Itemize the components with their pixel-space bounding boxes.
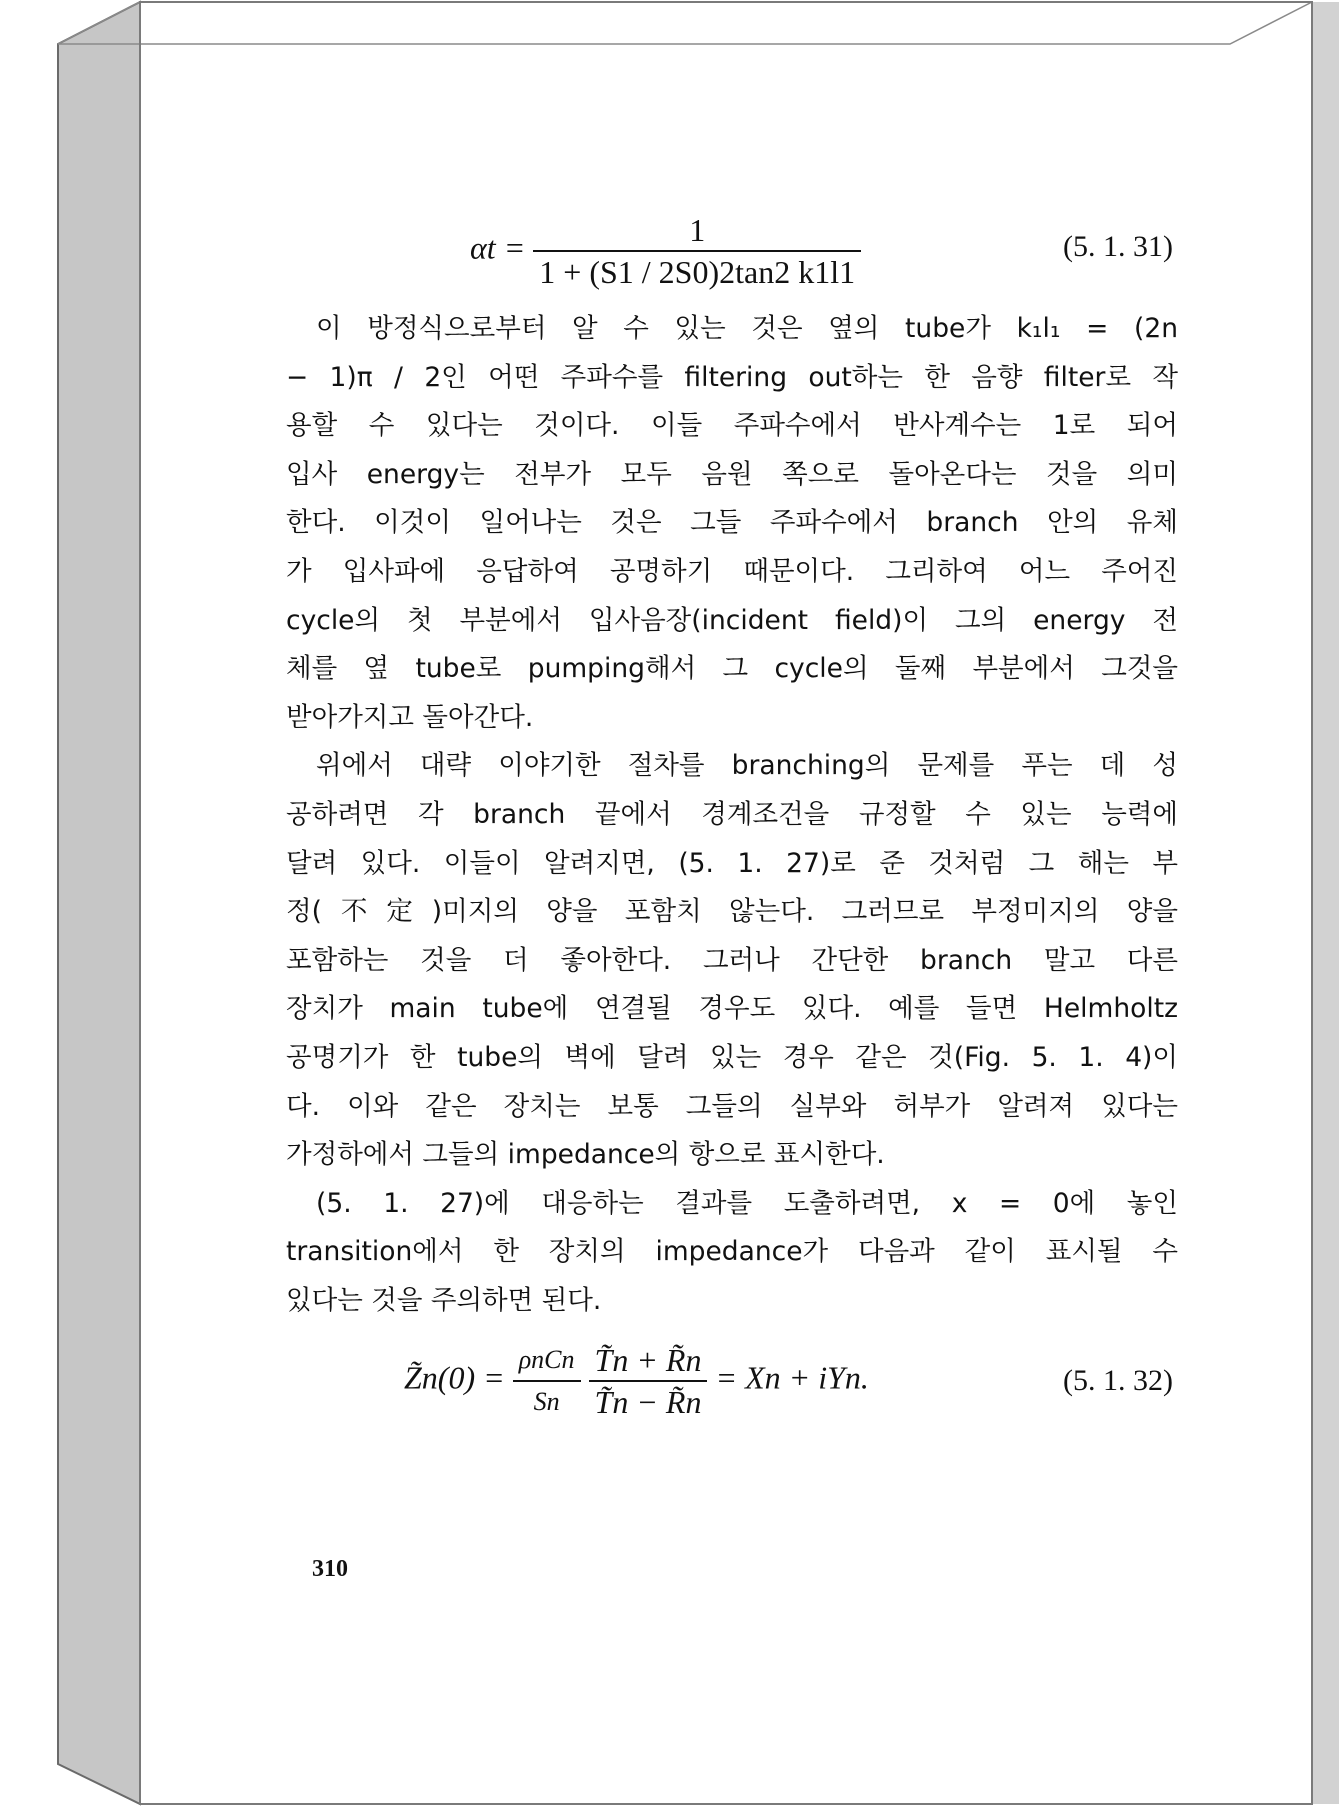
text-line: 정(不定)미지의 양을 포함치 않는다. 그러므로 부정미지의 양을 [286,896,1178,928]
text-line: − 1)π / 2인 어떤 주파수를 filtering out하는 한 음향 filter로 작 [286,361,1178,393]
page-number: 310 [312,1556,348,1582]
text-line: 위에서 대략 이야기한 절차를 branching의 문제를 푸는 데 성 [316,750,1178,782]
equation-number-5-1-32: (5. 1. 32) [1063,1364,1173,1397]
text-line: 가 입사파에 응답하여 공명하기 때문이다. 그리하여 어느 주어진 [286,555,1178,587]
text-line: 체를 옆 tube로 pumping해서 그 cycle의 둘째 부분에서 그것을 [286,653,1178,685]
book-spine-top [58,2,1312,44]
equation-fraction [533,210,861,292]
text-line: 달려 있다. 이들이 알려지면, (5. 1. 27)로 준 것처럼 그 해는 부 [286,847,1178,879]
text-line: 포함하는 것을 더 좋아한다. 그러나 간단한 branch 말고 다른 [286,944,1178,976]
text-line: 가정하에서 그들의 impedance의 항으로 표시한다. [286,1139,885,1171]
equation-numerator: 1 [533,210,861,252]
text-line: 용할 수 있다는 것이다. 이들 주파수에서 반사계수는 1로 되어 [286,410,1178,442]
text-line: cycle의 첫 부분에서 입사음장(incident field)이 그의 energy 전 [286,604,1178,636]
equation-lhs: Z̃n(0) = [404,1359,505,1396]
equation-coefficient [513,1340,581,1422]
text-line: 공하려면 각 branch 끝에서 경계조건을 규정할 수 있는 능력에 [286,798,1178,830]
text-line: 다. 이와 같은 장치는 보통 그들의 실부와 허부가 알려져 있다는 [286,1090,1178,1122]
equation-numerator: T̃n + R̃n [589,1340,708,1382]
equation-5-1-32 [404,1340,869,1422]
text-line: 이 방정식으로부터 알 수 있는 것은 옆의 tube가 k₁l₁ = (2n [316,313,1178,344]
paragraph-3 [286,1180,1178,1326]
text-line: 입사 energy는 전부가 모두 음원 쪽으로 돌아온다는 것을 의미 [286,458,1178,490]
paragraph-1 [286,305,1178,742]
text-line: 한다. 이것이 일어나는 것은 그들 주파수에서 branch 안의 유체 [286,507,1178,539]
equation-denominator: T̃n − R̃n [594,1384,702,1420]
equation-5-1-31 [470,210,861,292]
text-line: 공명기가 한 tube의 벽에 달려 있는 경우 같은 것(Fig. 5. 1. 4)이 [286,1041,1178,1073]
text-line: 있다는 것을 주의하면 된다. [286,1284,602,1316]
equation-coefficient-numerator: ρnCn [513,1340,581,1382]
equation-number-5-1-31: (5. 1. 31) [1063,230,1173,263]
equation-lhs: αt = [470,229,526,266]
text-line: 받아가지고 돌아간다. [286,701,534,733]
body-text [286,305,1178,1325]
book-spine [58,2,140,1804]
equation-fraction [589,1340,708,1422]
text-line: (5. 1. 27)에 대응하는 결과를 도출하려면, x = 0에 놓인 [316,1187,1179,1219]
page-right-edge [1312,2,1339,1804]
equation-rhs: = Xn + iYn. [715,1359,869,1396]
equation-coefficient-denominator: Sn [533,1387,560,1416]
text-line: transition에서 한 장치의 impedance가 다음과 같이 표시될 수 [286,1236,1178,1268]
equation-denominator: 1 + (S1 / 2S0)2tan2 k1l1 [539,254,856,290]
text-line: 장치가 main tube에 연결될 경우도 있다. 예를 들면 Helmholtz [286,993,1178,1025]
paragraph-2 [286,742,1178,1179]
